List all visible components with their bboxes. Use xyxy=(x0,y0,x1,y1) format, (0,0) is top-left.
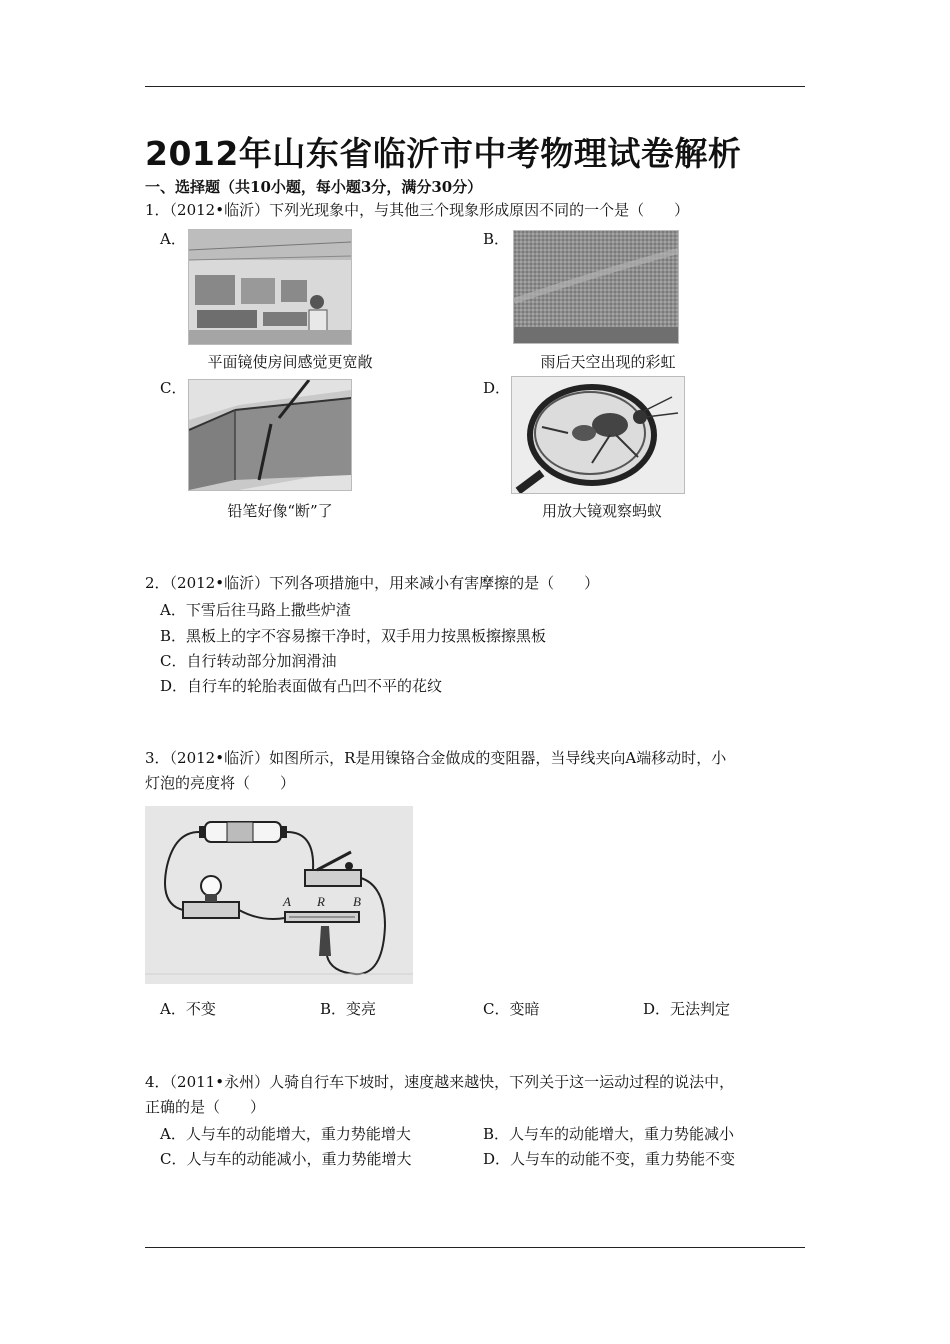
q1-option-d-letter: D． xyxy=(483,379,511,397)
q2-option-d: D．自行车的轮胎表面做有凸凹不平的花纹 xyxy=(160,677,443,695)
circuit-label-b: B xyxy=(353,894,361,909)
circuit-label-a: A xyxy=(283,894,291,909)
q1-option-d-caption: 用放大镜观察蚂蚁 xyxy=(541,502,662,520)
magnifier-ant-photo xyxy=(511,376,685,494)
q2-option-b: B．黑板上的字不容易擦干净时，双手用力按黑板擦擦黑板 xyxy=(160,627,547,645)
q4-option-c: C．人与车的动能减小，重力势能增大 xyxy=(160,1150,412,1168)
q1-option-b-caption: 雨后天空出现的彩虹 xyxy=(540,353,676,371)
pencil-in-water-photo xyxy=(188,379,352,491)
question-4-stem-line1: 4．（2011•永州）人骑自行车下坡时，速度越来越快，下列关于这一运动过程的说法中， xyxy=(145,1073,735,1091)
q1-option-a-letter: A． xyxy=(160,230,186,248)
question-1-stem: 1．（2012•临沂）下列光现象中，与其他三个现象形成原因不同的一个是（ ） xyxy=(145,201,690,219)
q3-option-d: D．无法判定 xyxy=(643,1000,731,1018)
q2-option-c: C．自行转动部分加润滑油 xyxy=(160,652,337,670)
q1-option-c-caption: 铅笔好像“断”了 xyxy=(227,502,333,520)
q1-option-a-caption: 平面镜使房间感觉更宽敞 xyxy=(207,353,373,371)
q3-option-a: A．不变 xyxy=(160,1000,216,1018)
question-4-stem-line2: 正确的是（ ） xyxy=(145,1098,266,1116)
page-title: 2012年山东省临沂市中考物理试卷解析 xyxy=(145,134,742,173)
circuit-diagram xyxy=(145,806,413,984)
rainbow-photo xyxy=(513,230,679,344)
question-3-stem-line2: 灯泡的亮度将（ ） xyxy=(145,774,296,792)
question-3-stem-line1: 3．（2012•临沂）如图所示，R是用镍铬合金做成的变阻器，当导线夹向A端移动时，小 xyxy=(145,749,727,767)
q2-option-a: A．下雪后往马路上撒些炉渣 xyxy=(160,601,351,619)
q1-option-b-letter: B． xyxy=(483,230,510,248)
question-2-stem: 2．（2012•临沂）下列各项措施中，用来减小有害摩擦的是（ ） xyxy=(145,574,600,592)
q4-option-a: A．人与车的动能增大，重力势能增大 xyxy=(160,1125,411,1143)
q3-option-b: B．变亮 xyxy=(320,1000,377,1018)
q4-option-d: D．人与车的动能不变，重力势能不变 xyxy=(483,1150,736,1168)
bottom-rule xyxy=(145,1247,805,1248)
q3-option-c: C．变暗 xyxy=(483,1000,540,1018)
section-heading: 一、选择题（共10小题，每小题3分，满分30分） xyxy=(145,178,483,196)
q4-option-b: B．人与车的动能增大，重力势能减小 xyxy=(483,1125,735,1143)
top-rule xyxy=(145,86,805,87)
mirror-room-photo xyxy=(188,229,352,345)
circuit-label-r: R xyxy=(317,894,325,909)
q1-option-c-letter: C． xyxy=(160,379,187,397)
